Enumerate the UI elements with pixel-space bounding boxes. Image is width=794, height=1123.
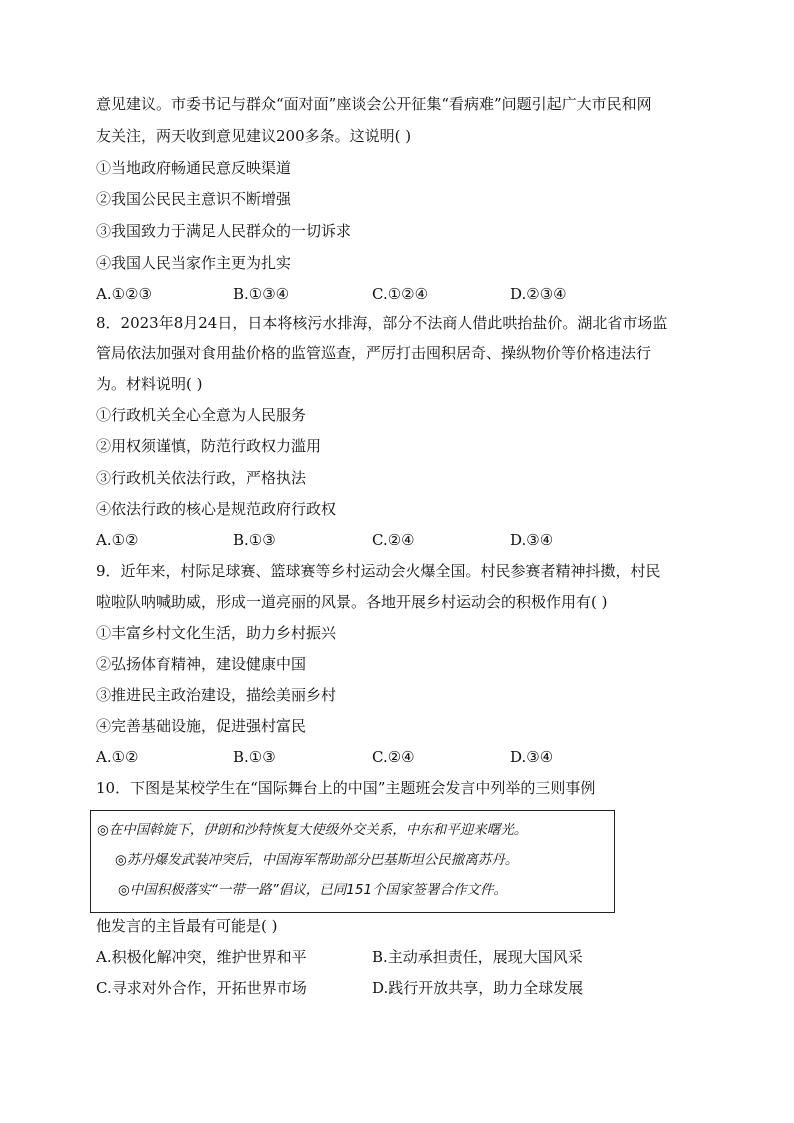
q8-stem-line-3: 为。材料说明( ) <box>96 375 203 393</box>
q9-option-b[interactable]: B.①③ <box>233 748 276 766</box>
q10-option-b[interactable]: B.主动承担责任，展现大国风采 <box>372 948 583 966</box>
q8-item-4: ④依法行政的核心是规范政府行政权 <box>96 500 337 518</box>
q7-item-1: ①当地政府畅通民意反映渠道 <box>96 159 292 177</box>
q7-option-c[interactable]: C.①②④ <box>372 285 429 303</box>
q10-option-d[interactable]: D.践行开放共享，助力全球发展 <box>372 979 584 997</box>
q7-stem-line-2: 友关注，两天收到意见建议200多条。这说明( ) <box>96 127 412 145</box>
q9-options <box>96 747 716 767</box>
q10-option-c[interactable]: C.寻求对外合作，开拓世界市场 <box>96 979 307 997</box>
q10-options-row-2 <box>96 978 716 998</box>
q9-item-4: ④完善基础设施，促进强村富民 <box>96 717 307 735</box>
q8-item-3: ③行政机关依法行政，严格执法 <box>96 469 307 487</box>
q7-options <box>96 284 716 304</box>
q8-stem-line-2: 管局依法加强对食用盐价格的监管巡查，严厉打击囤积居奇、操纵物价等价格违法行 <box>96 344 652 362</box>
q7-stem-line-1: 意见建议。市委书记与群众“面对面”座谈会公开征集“看病难”问题引起广大市民和网 <box>96 95 652 113</box>
q9-item-2: ②弘扬体育精神，建设健康中国 <box>96 655 307 673</box>
q8-item-1: ①行政机关全心全意为人民服务 <box>96 406 307 424</box>
q9-item-3: ③推进民主政治建设，描绘美丽乡村 <box>96 686 337 704</box>
q8-option-a[interactable]: A.①② <box>96 531 139 549</box>
q10-options-row-1 <box>96 947 716 967</box>
q7-item-3: ③我国致力于满足人民群众的一切诉求 <box>96 222 352 240</box>
q7-option-b[interactable]: B.①③④ <box>233 285 290 303</box>
q7-item-4: ④我国人民当家作主更为扎实 <box>96 254 292 272</box>
q10-material-line-3: ◎中国积极落实“一带一路”倡议，已同151个国家签署合作文件。 <box>118 882 508 898</box>
q9-option-d[interactable]: D.③④ <box>510 748 554 766</box>
q8-options <box>96 530 716 550</box>
q8-option-d[interactable]: D.③④ <box>510 531 554 549</box>
q10-material-box <box>90 810 615 913</box>
q10-option-a[interactable]: A.积极化解冲突，维护世界和平 <box>96 948 307 966</box>
q7-item-2: ②我国公民民主意识不断增强 <box>96 190 292 208</box>
q9-option-a[interactable]: A.①② <box>96 748 139 766</box>
q10-material-line-1: ◎在中国斡旋下，伊朗和沙特恢复大使级外交关系，中东和平迎来曙光。 <box>97 822 528 838</box>
q10-material-line-2: ◎苏丹爆发武装冲突后，中国海军帮助部分巴基斯坦公民撤离苏丹。 <box>115 852 519 868</box>
q7-option-a[interactable]: A.①②③ <box>96 285 152 303</box>
q7-option-d[interactable]: D.②③④ <box>510 285 567 303</box>
q9-item-1: ①丰富乡村文化生活，助力乡村振兴 <box>96 624 337 642</box>
q9-option-c[interactable]: C.②④ <box>372 748 415 766</box>
q9-stem-line-1: 9．近年来，村际足球赛、篮球赛等乡村运动会火爆全国。村民参赛者精神抖擞，村民 <box>96 562 661 580</box>
q8-option-c[interactable]: C.②④ <box>372 531 415 549</box>
q9-stem-line-2: 啦啦队呐喊助威，形成一道亮丽的风景。各地开展乡村运动会的积极作用有( ) <box>96 593 608 611</box>
q10-stem: 10．下图是某校学生在“国际舞台上的中国”主题班会发言中列举的三则事例 <box>96 779 596 797</box>
q8-stem-line-1: 8．2023年8月24日，日本将核污水排海，部分不法商人借此哄抬盐价。湖北省市场监 <box>96 314 668 332</box>
q8-option-b[interactable]: B.①③ <box>233 531 276 549</box>
q10-question: 他发言的主旨最有可能是( ) <box>96 917 278 935</box>
q8-item-2: ②用权须谨慎，防范行政权力滥用 <box>96 437 322 455</box>
